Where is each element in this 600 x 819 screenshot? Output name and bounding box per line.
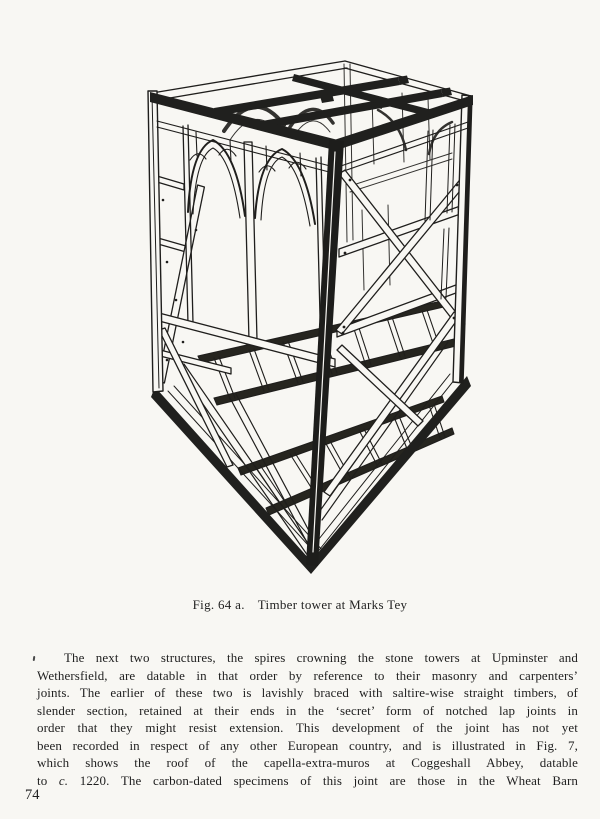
paragraph-line: to c. 1220. The carbon-dated specimens of this joint are those in the Wheat Barn <box>37 772 578 788</box>
figure-caption-label: Fig. 64 a. <box>192 597 245 612</box>
paragraph-line: The next two structures, the spires crowning the stone towers at Upminster and <box>64 650 578 665</box>
paragraph-line: which shows the roof of the capella-extra-muros at Coggeshall Abbey, datable <box>37 755 578 771</box>
left-face-tracery <box>157 125 335 467</box>
paragraph-line: joints. The earlier of these two is lavishly braced with saltire-wise straight timbers, of <box>37 685 578 701</box>
ink-speck <box>33 656 36 661</box>
top-eaves-bands <box>150 92 473 173</box>
figure-caption <box>0 597 600 613</box>
body-paragraph <box>37 649 578 789</box>
page-number: 74 <box>25 787 40 803</box>
right-face-bracing <box>324 124 469 496</box>
bottom-floor-joists <box>238 396 454 515</box>
paragraph-line: order that they might resist extension. This development of the joint has not yet <box>37 720 578 736</box>
paragraph-line: slender section, retained at their ends in the ‘secret’ form of notched lap joints in <box>37 702 578 718</box>
figure-caption-text: Timber tower at Marks Tey <box>257 597 408 612</box>
paragraph-line: been recorded in respect of any other European country, and is illustrated in Fig. 7, <box>37 737 578 753</box>
paragraph-line: Wethersfield, are datable in that order by reference to their masonry and carpenters’ <box>37 667 578 683</box>
